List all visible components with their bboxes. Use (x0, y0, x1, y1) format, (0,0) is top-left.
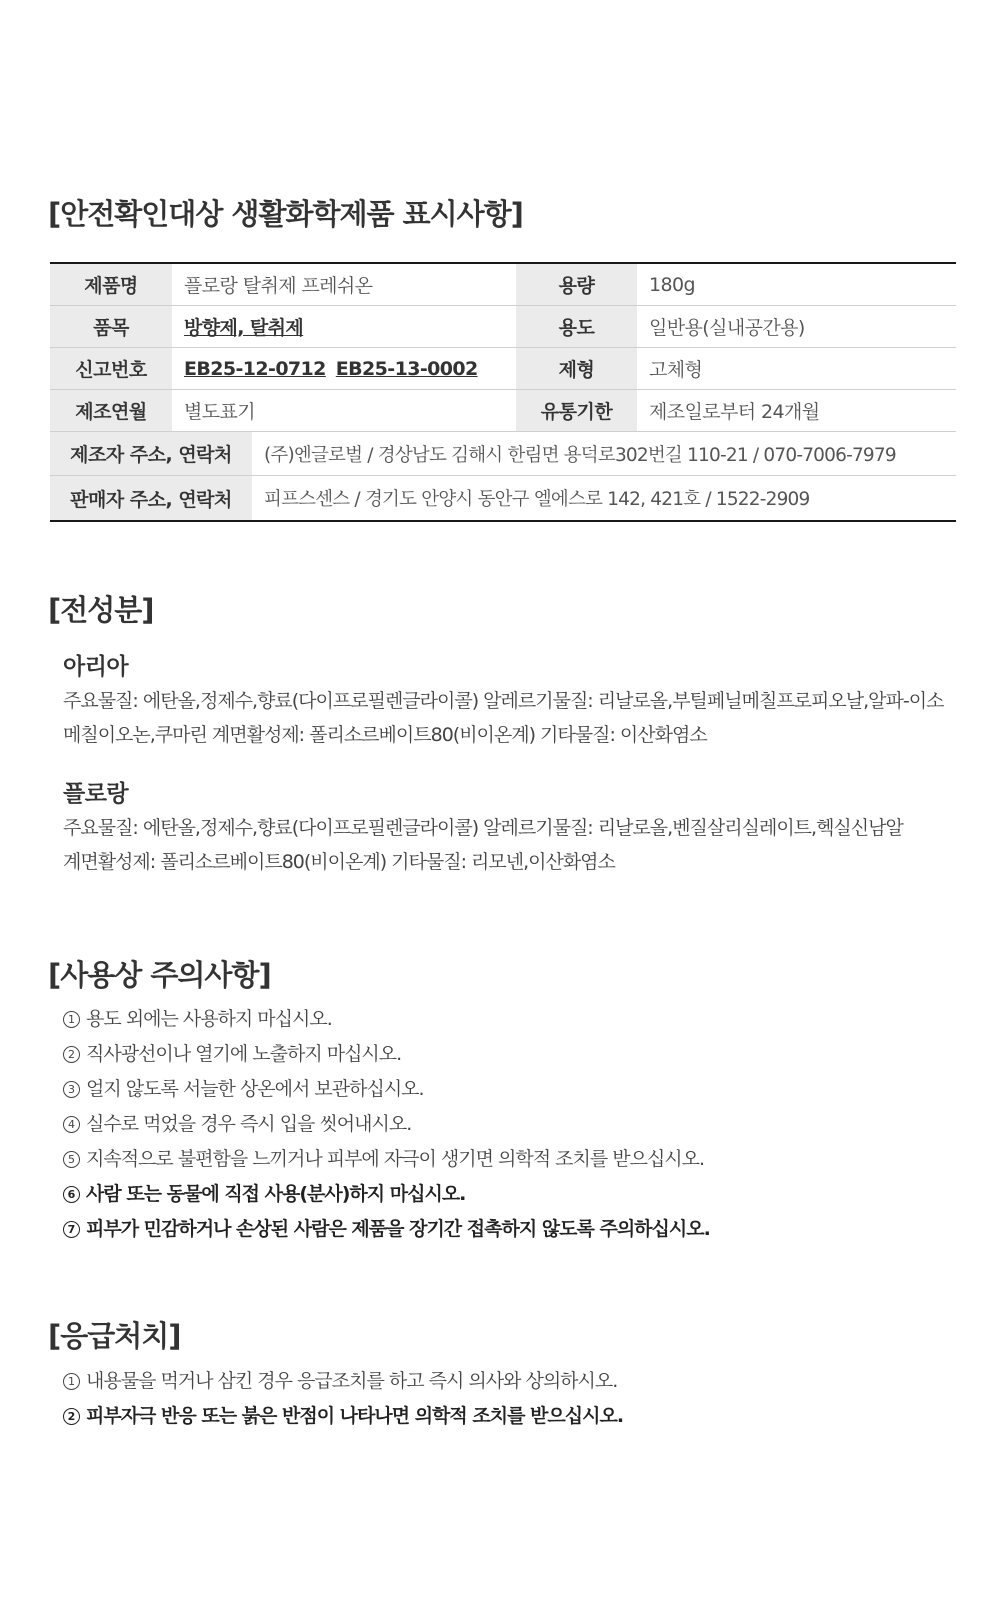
report-number-link-1[interactable]: EB25-12-0712 (184, 357, 326, 380)
value-product-name: 플로랑 탈취제 프레쉬온 (184, 275, 373, 297)
ingredient-line: 주요물질: 에탄올,정제수,향료(다이프로필렌글라이콜) 알레르기물질: 리날로올,부틸페닐메칠프로피오날,알파-이소 (63, 690, 944, 712)
table-row (50, 348, 956, 390)
value-form: 고체형 (649, 359, 703, 381)
ingredient-group-name: 아리아 (63, 654, 129, 680)
first-aid-list (63, 1364, 623, 1434)
value-report-number (172, 348, 516, 389)
circled-number-icon: 3 (63, 1081, 80, 1098)
table-row (50, 264, 956, 306)
header-product-name: 제품명 (50, 264, 172, 305)
circled-number-icon: 6 (63, 1186, 80, 1203)
precautions-list (63, 1002, 710, 1247)
value-manufacture-date: 별도표기 (184, 401, 256, 423)
section-title-precautions: [사용상 주의사항] (48, 958, 271, 992)
ingredient-group-name: 플로랑 (63, 781, 129, 807)
header-form: 제형 (516, 348, 637, 389)
section-title-safety-label: [안전확인대상 생활화학제품 표시사항] (48, 197, 523, 231)
table-row (50, 432, 956, 476)
ingredient-line: 메칠이오논,쿠마린 계면활성제: 폴리소르베이트80(비이온계) 기타물질: 이산화염소 (63, 724, 707, 746)
value-capacity: 180g (649, 273, 695, 296)
table-row (50, 476, 956, 520)
header-report-number: 신고번호 (50, 348, 172, 389)
value-item-type (172, 306, 516, 347)
table-row (50, 306, 956, 348)
list-item: 1 내용물을 먹거나 삼킨 경우 응급조치를 하고 즉시 의사와 상의하시오. (63, 1364, 623, 1399)
circled-number-icon: 5 (63, 1151, 80, 1168)
list-item: 4 실수로 먹었을 경우 즉시 입을 씻어내시오. (63, 1107, 710, 1142)
list-item: 5 지속적으로 불편함을 느끼거나 피부에 자극이 생기면 의학적 조치를 받으십시오. (63, 1142, 710, 1177)
value-seller-contact: 피프스센스 / 경기도 안양시 동안구 엘에스로 142, 421호 / 1522-2909 (264, 489, 810, 510)
value-manufacturer-contact: (주)엔글로벌 / 경상남도 김해시 한림면 용덕로302번길 110-21 / 070-7006-7979 (264, 444, 896, 466)
header-capacity: 용량 (516, 264, 637, 305)
header-item-type: 품목 (50, 306, 172, 347)
report-number-link-2[interactable]: EB25-13-0002 (335, 357, 478, 380)
header-manufacturer-contact: 제조자 주소, 연락처 (50, 432, 252, 475)
circled-number-icon: 4 (63, 1116, 80, 1133)
header-expiry: 유통기한 (516, 390, 637, 431)
ingredient-line: 계면활성제: 폴리소르베이트80(비이온계) 기타물질: 리모넨,이산화염소 (63, 851, 615, 873)
list-item: 3 얼지 않도록 서늘한 상온에서 보관하십시오. (63, 1072, 710, 1107)
header-usage: 용도 (516, 306, 637, 347)
product-info-table (50, 262, 956, 522)
circled-number-icon: 7 (63, 1221, 80, 1238)
circled-number-icon: 2 (63, 1408, 80, 1425)
circled-number-icon: 1 (63, 1373, 80, 1390)
table-row (50, 390, 956, 432)
ingredient-text (63, 811, 968, 879)
value-expiry: 제조일로부터 24개월 (649, 401, 820, 423)
item-type-link[interactable]: 방향제, 탈취제 (184, 317, 304, 339)
ingredient-line: 주요물질: 에탄올,정제수,향료(다이프로필렌글라이콜) 알레르기물질: 리날로올,벤질살리실레이트,헥실신남알 (63, 817, 903, 839)
circled-number-icon: 1 (63, 1011, 80, 1028)
circled-number-icon: 2 (63, 1046, 80, 1063)
header-manufacture-date: 제조연월 (50, 390, 172, 431)
ingredient-text (63, 684, 968, 752)
header-seller-contact: 판매자 주소, 연락처 (50, 476, 252, 520)
list-item: 6 사람 또는 동물에 직접 사용(분사)하지 마십시오. (63, 1177, 710, 1212)
list-item: 2 피부자극 반응 또는 붉은 반점이 나타나면 의학적 조치를 받으십시오. (63, 1399, 623, 1434)
list-item: 2 직사광선이나 열기에 노출하지 마십시오. (63, 1037, 710, 1072)
list-item: 1 용도 외에는 사용하지 마십시오. (63, 1002, 710, 1037)
list-item: 7 피부가 민감하거나 손상된 사람은 제품을 장기간 접촉하지 않도록 주의하십시오. (63, 1212, 710, 1247)
value-usage: 일반용(실내공간용) (649, 317, 805, 339)
section-title-first-aid: [응급처치] (48, 1319, 181, 1353)
section-title-ingredients: [전성분] (48, 593, 154, 627)
